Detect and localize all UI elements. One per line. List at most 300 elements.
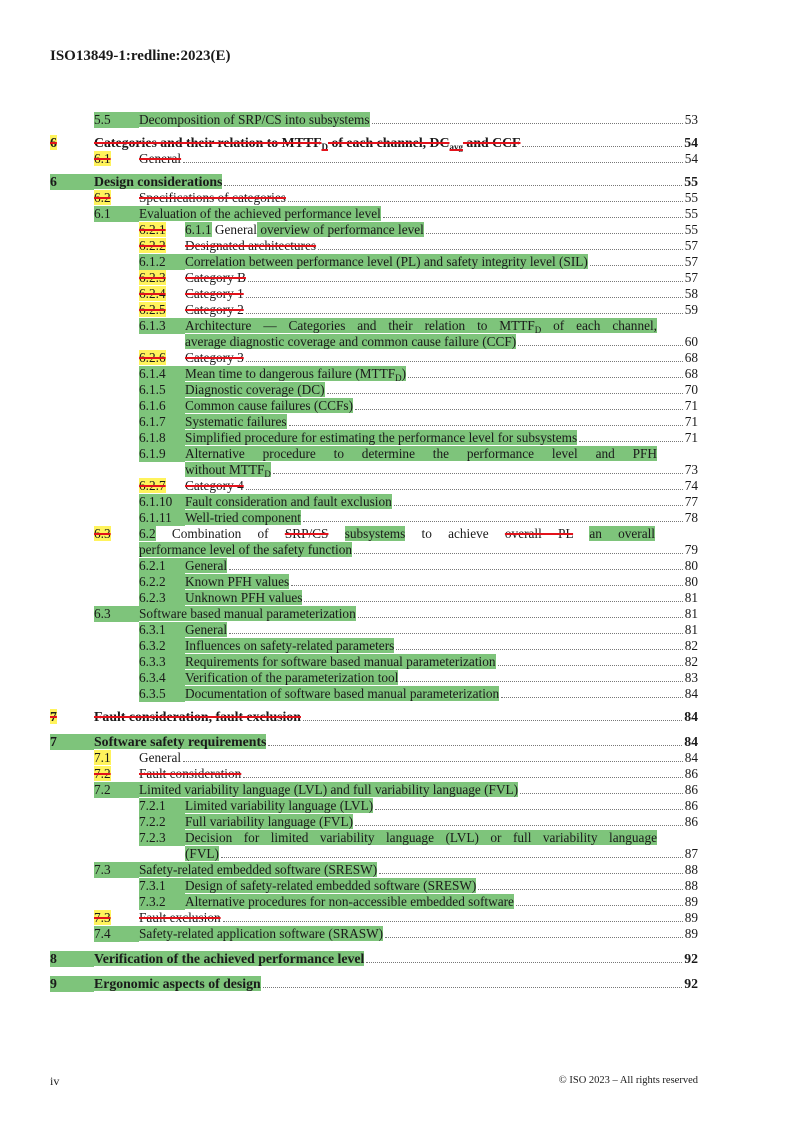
entry-label — [139, 638, 394, 654]
section-title — [185, 574, 289, 590]
section-title — [139, 606, 356, 622]
toc-entry[interactable] — [50, 174, 698, 190]
entry-label — [139, 622, 227, 638]
toc-entry[interactable] — [50, 951, 698, 967]
toc-entry[interactable] — [50, 190, 698, 206]
toc-entry[interactable] — [50, 238, 698, 254]
dot-leader — [522, 146, 682, 147]
inserted-text: Documentation of software based manual parameterization — [185, 686, 500, 701]
deleted-text: and CCF — [462, 135, 521, 150]
section-number — [94, 190, 139, 206]
page-ref[interactable]: 86 — [684, 782, 698, 797]
section-number — [139, 286, 185, 302]
toc-entry[interactable] — [50, 366, 698, 382]
toc-entry-continuation[interactable] — [50, 846, 698, 862]
dot-leader — [394, 505, 683, 506]
section-number-text: 6.1.6 — [139, 398, 166, 413]
section-number-text: 7.2.2 — [139, 814, 166, 829]
section-title — [139, 526, 655, 542]
inserted-text: an overall — [589, 526, 656, 541]
inserted-text: Systematic failures — [185, 414, 287, 429]
toc-entry[interactable] — [50, 286, 698, 302]
section-title — [94, 135, 520, 151]
page-ref[interactable]: 59 — [684, 302, 698, 317]
entry-label — [94, 206, 381, 222]
text: General — [139, 750, 182, 765]
section-title-continued — [185, 846, 219, 862]
section-number-text: 6.1.5 — [139, 382, 166, 397]
section-number — [139, 670, 185, 686]
entry-label — [139, 670, 398, 686]
section-number-text: 7.3 — [94, 910, 111, 925]
section-number — [139, 366, 185, 382]
section-number — [139, 238, 185, 254]
page-ref[interactable]: 68 — [684, 366, 698, 381]
inserted-text: performance level of the safety function — [139, 542, 353, 557]
section-number — [94, 782, 139, 798]
page-ref[interactable]: 84 — [684, 709, 698, 724]
section-number-text: 9 — [50, 976, 57, 991]
toc-entry[interactable] — [50, 270, 698, 286]
inserted-text: Design considerations — [94, 174, 223, 189]
section-number — [139, 830, 185, 846]
section-number — [94, 151, 139, 167]
entry-label — [139, 222, 424, 238]
section-title — [94, 709, 301, 725]
toc-entry[interactable] — [50, 814, 698, 830]
page-ref[interactable]: 57 — [684, 270, 698, 285]
page-ref[interactable]: 79 — [684, 542, 698, 557]
section-number — [139, 478, 185, 494]
page-ref[interactable]: 58 — [684, 286, 698, 301]
section-title — [185, 590, 302, 606]
entry-label — [139, 366, 406, 382]
entry-label — [139, 430, 577, 446]
page-ref[interactable]: 80 — [684, 574, 698, 589]
entry-label — [94, 151, 181, 167]
dot-leader — [516, 905, 683, 906]
dot-leader — [224, 185, 682, 186]
toc-entry-continuation[interactable] — [50, 462, 698, 478]
section-title — [139, 112, 370, 128]
text — [328, 526, 344, 541]
section-number-text: 6 — [50, 174, 57, 189]
section-number-text: 6.3.5 — [139, 686, 166, 701]
inserted-text — [264, 462, 271, 477]
dot-leader — [229, 569, 683, 570]
section-number — [139, 398, 185, 414]
section-title — [139, 151, 181, 167]
toc-entry[interactable] — [50, 734, 698, 750]
inserted-text: (FVL) — [185, 846, 219, 861]
entry-label — [50, 174, 222, 190]
section-number — [94, 606, 139, 622]
page-ref[interactable]: 88 — [684, 878, 698, 893]
deleted-text: Fault exclusion — [139, 910, 221, 925]
toc-entry[interactable] — [50, 766, 698, 782]
entry-label — [139, 238, 316, 254]
section-title — [94, 174, 222, 190]
page-ref[interactable]: 89 — [684, 894, 698, 909]
toc-entry[interactable] — [50, 782, 698, 798]
entry-label — [139, 494, 392, 510]
section-number — [94, 206, 139, 222]
inserted-text: Decomposition of SRP/CS into subsystems — [139, 112, 370, 127]
page-ref[interactable]: 86 — [684, 766, 698, 781]
section-number — [139, 254, 185, 270]
toc-entry[interactable] — [50, 574, 698, 590]
section-title — [185, 894, 514, 910]
section-number — [50, 976, 94, 992]
toc-entry[interactable] — [50, 798, 698, 814]
section-title — [139, 926, 383, 942]
section-number — [94, 910, 139, 926]
section-number — [50, 951, 94, 967]
toc-entry[interactable] — [50, 910, 698, 926]
section-number-text: 6.2.1 — [139, 222, 166, 237]
toc-entry[interactable] — [50, 382, 698, 398]
page-number: iv — [50, 1074, 60, 1088]
page-ref[interactable]: 71 — [684, 430, 698, 445]
section-number-text: 6.1.7 — [139, 414, 166, 429]
section-title — [185, 238, 316, 254]
entry-label — [50, 976, 261, 992]
section-title — [185, 814, 353, 830]
entry-label — [139, 510, 301, 526]
toc-entry[interactable] — [50, 622, 698, 638]
toc-entry[interactable] — [50, 750, 698, 766]
dot-leader — [246, 489, 683, 490]
text — [573, 526, 589, 541]
toc-entry[interactable] — [50, 151, 698, 167]
section-number-text: 6.1.8 — [139, 430, 166, 445]
page-ref[interactable]: 81 — [684, 622, 698, 637]
page-ref[interactable]: 74 — [684, 478, 698, 493]
inserted-text: General — [185, 622, 228, 637]
section-number — [50, 709, 94, 725]
toc-entry-continuation[interactable] — [50, 334, 698, 350]
toc-entry[interactable] — [50, 112, 698, 128]
section-number-text: 6.2.6 — [139, 350, 166, 365]
section-number-text: 7 — [50, 734, 57, 749]
dot-leader — [303, 720, 682, 721]
toc-entry[interactable] — [50, 638, 698, 654]
entry-label — [50, 709, 301, 725]
page-ref[interactable]: 53 — [684, 112, 698, 127]
toc-entry[interactable] — [50, 478, 698, 494]
section-number-text: 6.3.2 — [139, 638, 166, 653]
section-number-text: 7 — [50, 709, 57, 724]
dot-leader — [355, 409, 683, 410]
page-ref[interactable]: 84 — [684, 750, 698, 765]
section-number — [139, 446, 185, 462]
inserted-text: Architecture — Categories and their relation to MTTF — [185, 318, 535, 333]
dot-leader — [246, 361, 683, 362]
section-number-text: 6.3.1 — [139, 622, 166, 637]
page-ref[interactable]: 55 — [684, 174, 698, 189]
page-ref[interactable]: 86 — [684, 798, 698, 813]
section-number-text: 6.2.1 — [139, 558, 166, 573]
page-ref[interactable]: 92 — [684, 951, 698, 966]
toc-entry[interactable] — [50, 222, 698, 238]
page-ref[interactable]: 55 — [684, 222, 698, 237]
section-number — [139, 638, 185, 654]
toc-entry[interactable] — [50, 446, 698, 462]
section-number — [94, 750, 139, 766]
inserted-text: Limited variability language (LVL) and full variability language (FVL) — [139, 782, 519, 797]
section-title — [185, 270, 246, 286]
toc-entry[interactable] — [50, 414, 698, 430]
toc-entry[interactable] — [50, 135, 698, 151]
inserted-text — [395, 366, 402, 381]
section-number-text: 7.3.1 — [139, 878, 166, 893]
inserted-text: ) — [401, 366, 407, 381]
inserted-text: Evaluation of the achieved performance level — [139, 206, 381, 221]
page-ref[interactable]: 71 — [684, 414, 698, 429]
dot-leader — [183, 761, 683, 762]
page-ref[interactable]: 78 — [684, 510, 698, 525]
section-title — [185, 494, 392, 510]
dot-leader — [248, 281, 683, 282]
dot-leader — [358, 617, 683, 618]
entry-label — [50, 951, 364, 967]
dot-leader — [268, 745, 682, 746]
section-number — [94, 926, 139, 942]
section-number — [94, 862, 139, 878]
section-number-text: 6.2.3 — [139, 270, 166, 285]
section-number-text: 6.1.3 — [139, 318, 166, 333]
inserted-text: Ergonomic aspects of design — [94, 976, 261, 991]
dot-leader — [400, 681, 682, 682]
section-number-text: 6.1 — [94, 151, 111, 166]
entry-label — [139, 558, 227, 574]
section-number-text: 6.2.3 — [139, 590, 166, 605]
inserted-text: subsystems — [344, 526, 406, 541]
inserted-text: Safety-related application software (SRASW) — [139, 926, 384, 941]
section-title-continued — [185, 334, 516, 350]
page-ref[interactable]: 80 — [684, 558, 698, 573]
section-title — [185, 414, 287, 430]
section-title-continued — [139, 542, 352, 558]
toc-entry[interactable] — [50, 926, 698, 942]
dot-leader — [303, 521, 683, 522]
section-number-text: 7.2 — [94, 782, 111, 797]
page-ref[interactable]: 77 — [684, 494, 698, 509]
page-ref[interactable]: 55 — [684, 206, 698, 221]
entry-label — [94, 190, 286, 206]
section-number — [139, 494, 185, 510]
page-ref[interactable]: 84 — [684, 686, 698, 701]
inserted-text: Software safety requirements — [94, 734, 267, 749]
dot-leader — [383, 217, 683, 218]
toc-entry[interactable] — [50, 654, 698, 670]
toc-entry[interactable] — [50, 510, 698, 526]
deleted-text: Designated architectures — [185, 238, 317, 253]
section-number-text: 6.2.5 — [139, 302, 166, 317]
toc-entry[interactable] — [50, 878, 698, 894]
toc-entry[interactable] — [50, 430, 698, 446]
page-ref[interactable]: 54 — [684, 151, 698, 166]
toc-entry[interactable] — [50, 590, 698, 606]
entry-label — [139, 654, 496, 670]
page-ref[interactable]: 60 — [684, 334, 698, 349]
entry-label — [94, 766, 241, 782]
page-ref[interactable]: 81 — [684, 606, 698, 621]
toc-entry-continuation[interactable] — [50, 542, 698, 558]
copyright-notice: © ISO 2023 – All rights reserved — [558, 1075, 698, 1086]
section-title — [185, 302, 244, 318]
section-title — [185, 254, 588, 270]
dot-leader — [501, 697, 683, 698]
inserted-text: Influences on safety-related parameters — [185, 638, 395, 653]
toc-entry[interactable] — [50, 494, 698, 510]
section-number-text: 6.2.4 — [139, 286, 166, 301]
dot-leader — [289, 425, 683, 426]
toc-entry[interactable] — [50, 976, 698, 992]
dot-leader — [243, 777, 682, 778]
toc-entry[interactable] — [50, 254, 698, 270]
page-ref[interactable]: 57 — [684, 238, 698, 253]
dot-leader — [221, 857, 683, 858]
section-title — [139, 910, 221, 926]
deleted-text: Category 4 — [185, 478, 244, 493]
inserted-text: Common cause failures (CCFs) — [185, 398, 354, 413]
dot-leader — [263, 987, 682, 988]
section-number-text: 6.3.4 — [139, 670, 166, 685]
entry-label — [94, 862, 377, 878]
page-ref[interactable]: 87 — [684, 846, 698, 861]
section-number — [139, 350, 185, 366]
page-ref[interactable]: 86 — [684, 814, 698, 829]
inserted-text: Alternative procedure to determine the performance level and PFH — [185, 446, 657, 461]
section-number-text: 6.1.4 — [139, 366, 166, 381]
section-title — [139, 190, 286, 206]
text: Combination of — [155, 526, 285, 541]
page-ref[interactable]: 54 — [684, 135, 698, 150]
toc-entry[interactable] — [50, 350, 698, 366]
page-ref[interactable]: 55 — [684, 190, 698, 205]
page-ref[interactable]: 82 — [684, 638, 698, 653]
entry-label — [139, 878, 476, 894]
entry-label — [50, 135, 520, 151]
page-ref[interactable]: 68 — [684, 350, 698, 365]
entry-label — [94, 526, 655, 542]
page-ref[interactable]: 83 — [684, 670, 698, 685]
section-title — [185, 686, 499, 702]
toc-entry[interactable] — [50, 606, 698, 622]
deleted-text: Category 2 — [185, 302, 244, 317]
subscript: D — [321, 142, 328, 152]
subscript: avg — [449, 142, 463, 152]
dot-leader — [223, 921, 683, 922]
section-number-text: 6.2.2 — [139, 238, 166, 253]
dot-leader — [372, 123, 683, 124]
toc-entry[interactable] — [50, 302, 698, 318]
dot-leader — [291, 585, 683, 586]
section-number-text: 6.3.3 — [139, 654, 166, 669]
deleted-text: Fault consideration, fault exclusion — [94, 709, 301, 724]
section-number — [94, 112, 139, 128]
section-title — [139, 862, 377, 878]
page-ref[interactable]: 71 — [684, 398, 698, 413]
inserted-text: General — [185, 558, 228, 573]
section-number — [139, 878, 185, 894]
page-ref[interactable]: 82 — [684, 654, 698, 669]
dot-leader — [366, 962, 682, 963]
page-ref[interactable]: 92 — [684, 976, 698, 991]
section-number-text: 6.2.2 — [139, 574, 166, 589]
inserted-text: of each channel, — [541, 318, 658, 333]
entry-label — [139, 398, 353, 414]
page-ref[interactable]: 73 — [684, 462, 698, 477]
toc-entry[interactable] — [50, 862, 698, 878]
section-number-text: 7.2.1 — [139, 798, 166, 813]
inserted-text: Requirements for software based manual parameterization — [185, 654, 496, 669]
entry-label — [139, 318, 657, 334]
page-ref[interactable]: 84 — [684, 734, 698, 749]
toc-entry[interactable] — [50, 206, 698, 222]
section-number — [139, 510, 185, 526]
toc-entry[interactable] — [50, 398, 698, 414]
subscript: D — [264, 469, 271, 479]
section-title — [185, 638, 394, 654]
entry-label — [50, 734, 266, 750]
section-number — [139, 302, 185, 318]
section-title — [185, 622, 227, 638]
page-ref[interactable]: 89 — [684, 910, 698, 925]
toc-entry[interactable] — [50, 830, 698, 846]
toc-entry[interactable] — [50, 318, 698, 334]
dot-leader — [246, 297, 683, 298]
section-number-text: 7.3 — [94, 862, 111, 877]
toc-entry[interactable] — [50, 526, 698, 542]
entry-label — [139, 286, 244, 302]
inserted-text: overview of performance level — [257, 222, 424, 237]
page-ref[interactable]: 88 — [684, 862, 698, 877]
page-ref[interactable]: 57 — [684, 254, 698, 269]
document-header-title: ISO13849-1:redline:2023(E) — [50, 48, 231, 64]
toc-entry[interactable] — [50, 686, 698, 702]
deleted-text: General — [139, 151, 182, 166]
section-number — [139, 558, 185, 574]
page-ref[interactable]: 81 — [684, 590, 698, 605]
section-title — [185, 654, 496, 670]
inserted-text: Software based manual parameterization — [139, 606, 356, 621]
section-title — [94, 951, 364, 967]
dot-leader — [520, 793, 683, 794]
subscript: D — [395, 373, 402, 383]
entry-label — [139, 830, 657, 846]
dot-leader — [355, 825, 683, 826]
inserted-text: Well-tried component — [185, 510, 301, 525]
inserted-text: 6.2 — [139, 526, 156, 541]
section-title — [185, 830, 657, 846]
entry-label — [94, 606, 356, 622]
section-title — [139, 782, 518, 798]
toc-entry[interactable] — [50, 558, 698, 574]
page-ref[interactable]: 70 — [684, 382, 698, 397]
inserted-text: Diagnostic coverage (DC) — [185, 382, 325, 397]
toc-entry[interactable] — [50, 894, 698, 910]
toc-entry[interactable] — [50, 670, 698, 686]
page-ref[interactable]: 89 — [684, 926, 698, 941]
section-number-text: 6.1.10 — [139, 494, 173, 509]
section-number — [139, 590, 185, 606]
inserted-text: Mean time to dangerous failure (MTTF — [185, 366, 396, 381]
section-title — [185, 222, 424, 238]
toc-entry[interactable] — [50, 709, 698, 725]
deleted-text: Categories and their relation to MTTF — [94, 135, 322, 150]
